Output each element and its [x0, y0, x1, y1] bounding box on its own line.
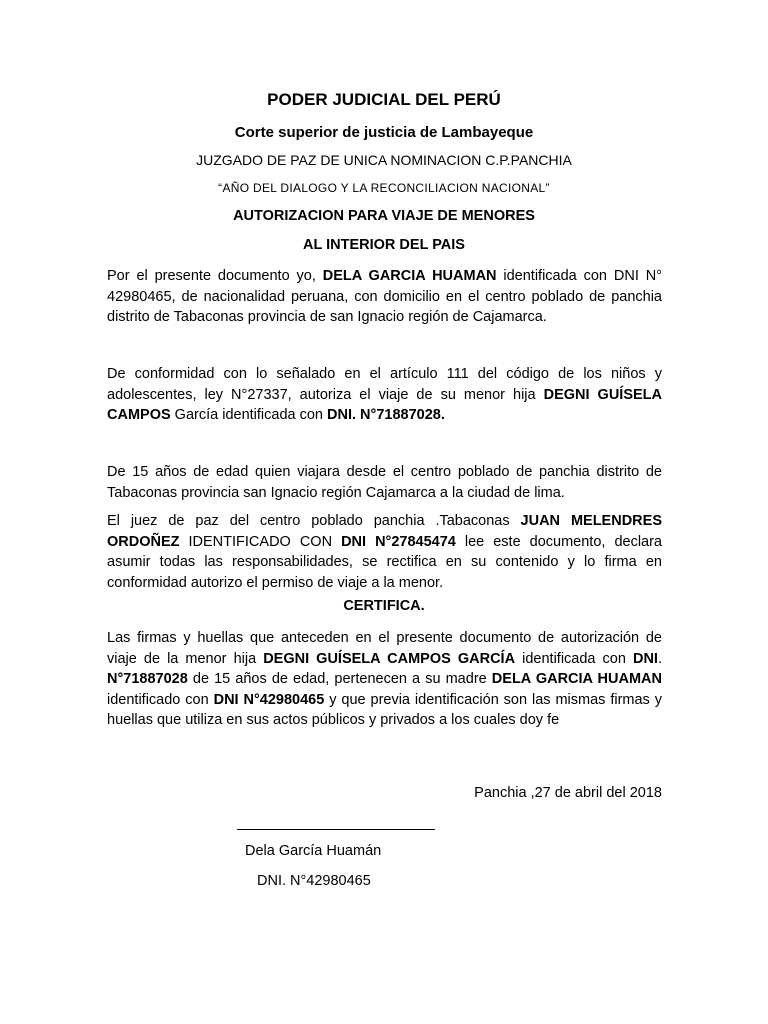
signature-line: [237, 829, 435, 830]
certifica-heading: CERTIFICA.: [343, 598, 425, 614]
date-line: Panchia ,27 de abril del 2018: [474, 785, 662, 801]
paragraph-travel-details: De 15 años de edad quien viajara desde el centro poblado de panchia distrito de Tabaconas provincia san Ignacio región Cajamarca a la ciudad de lima.: [107, 464, 662, 501]
signature-dni: DNI. N°42980465: [257, 873, 371, 889]
juzgado-name: JUZGADO DE PAZ DE UNICA NOMINACION C.P.PANCHIA: [196, 152, 572, 168]
paragraph-judge: El juez de paz del centro poblado panchia .Tabaconas JUAN MELENDRES ORDOÑEZ IDENTIFICADO CON DNI N°27845474 lee este documento, declara asumir todas las responsabilidades, se rectifica en su contenido y lo firma en conformidad autorizo el permiso de viaje a la menor.: [107, 513, 662, 591]
year-motto: “AÑO DEL DIALOGO Y LA RECONCILIACION NACIONAL”: [218, 181, 550, 195]
signature-name: Dela García Huamán: [245, 843, 382, 859]
paragraph-legal-basis: De conformidad con lo señalado en el artículo 111 del código de los niños y adolescentes, ley N°27337, autoriza el viaje de su menor hija DEGNI GUÍSELA CAMPOS García identificada con DNI. N°71887028.: [107, 366, 662, 423]
paragraph-declarant: Por el presente documento yo, DELA GARCIA HUAMAN identificada con DNI N° 42980465, de nacionalidad peruana, con domicilio en el centro poblado de panchia distrito de Tabaconas provincia de san Ignacio región de Cajamarca.: [107, 268, 662, 325]
document-title-line1: AUTORIZACION PARA VIAJE DE MENORES: [233, 208, 535, 224]
paragraph-certification: Las firmas y huellas que anteceden en el presente documento de autorización de viaje de la menor hija DEGNI GUÍSELA CAMPOS GARCÍA identificada con DNI. N°71887028 de 15 años de edad, pertenecen a su madre DELA GARCIA HUAMAN identificado con DNI N°42980465 y que previa identificación son las mismas firmas y huellas que utiliza en sus actos públicos y privados a los cuales doy fe: [107, 630, 662, 728]
court-name: Corte superior de justicia de Lambayeque: [234, 124, 534, 141]
document-header-title: PODER JUDICIAL DEL PERÚ: [267, 90, 501, 109]
document-title-line2: AL INTERIOR DEL PAIS: [303, 237, 465, 253]
